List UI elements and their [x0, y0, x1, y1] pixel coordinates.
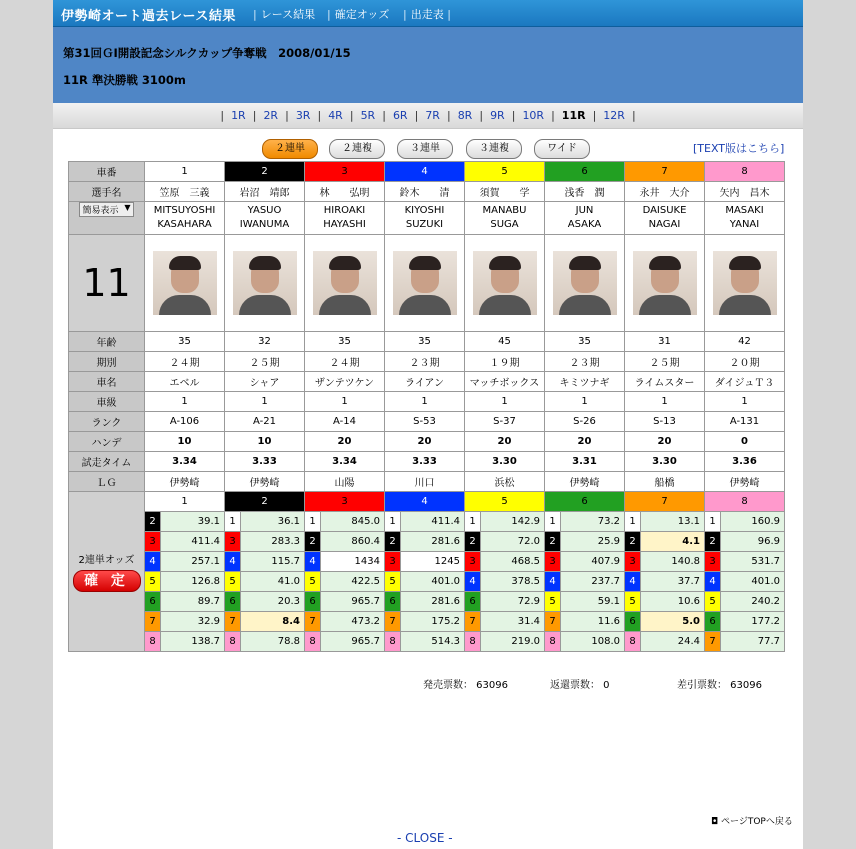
odds-second-car: 3	[145, 532, 161, 551]
romaji-last: NAGAI	[648, 219, 681, 230]
odds-value: 11.6	[561, 612, 624, 631]
odds-first-car: 7	[625, 492, 705, 512]
handi-cell: 10	[145, 432, 225, 452]
rider-photo	[233, 251, 297, 315]
odds-value: 96.9	[721, 532, 784, 551]
race-subtitle: 11R 準決勝戦 3100m	[63, 73, 186, 87]
race-link-3[interactable]: 3R	[295, 109, 311, 122]
odds-first-car: 1	[145, 492, 225, 512]
name-cell: 浅香 潤	[545, 182, 625, 202]
lg-cell: 浜松	[465, 472, 545, 492]
odds-second-car: 7	[385, 612, 401, 631]
odds-value: 59.1	[561, 592, 624, 611]
odds-second-car: 4	[705, 572, 721, 591]
top-bar	[53, 0, 803, 27]
label-term: 期別	[69, 352, 145, 372]
carname-cell: ライアン	[385, 372, 465, 392]
car-number-cell: 7	[625, 162, 705, 182]
romaji-last: IWANUMA	[239, 219, 290, 230]
odds-second-car: 8	[545, 632, 561, 651]
lg-cell: 山陽	[305, 472, 385, 492]
odds-value: 965.7	[321, 632, 384, 651]
kakutei-badge: 確 定	[73, 570, 141, 592]
odds-value: 240.2	[721, 592, 784, 611]
odds-value: 965.7	[321, 592, 384, 611]
odds-value: 31.4	[481, 612, 544, 631]
name-cell: 永井 大介	[625, 182, 705, 202]
odds-value: 257.1	[161, 552, 224, 571]
carname-cell: キミツナギ	[545, 372, 625, 392]
odds-second-car: 1	[385, 512, 401, 531]
lg-cell: 伊勢崎	[545, 472, 625, 492]
race-link-1[interactable]: 1R	[231, 109, 246, 122]
race-link-7[interactable]: 7R	[425, 109, 440, 122]
romaji-last: SUGA	[490, 219, 519, 230]
rank-cell: S-26	[545, 412, 625, 432]
odds-second-car: 3	[225, 532, 241, 551]
age-cell: 45	[465, 332, 545, 352]
odds-second-car: 5	[145, 572, 161, 591]
term-cell: ２５期	[225, 352, 305, 372]
car-number-cell: 1	[145, 162, 225, 182]
rank-cell: S-13	[625, 412, 705, 432]
odds-second-car: 7	[465, 612, 481, 631]
class-cell: 1	[225, 392, 305, 412]
odds-value: 4.1	[641, 532, 704, 551]
odds-value: 531.7	[721, 552, 784, 571]
race-link-9[interactable]: 9R	[490, 109, 505, 122]
handi-cell: 20	[545, 432, 625, 452]
odds-second-car: 6	[305, 592, 321, 611]
handi-cell: 20	[465, 432, 545, 452]
class-cell: 1	[145, 392, 225, 412]
race-link-2[interactable]: 2R	[263, 109, 279, 122]
rider-photo	[393, 251, 457, 315]
rider-photo	[713, 251, 777, 315]
trial-cell: 3.33	[385, 452, 465, 472]
odds-second-car: 5	[305, 572, 321, 591]
trial-cell: 3.34	[305, 452, 385, 472]
age-cell: 31	[625, 332, 705, 352]
rank-cell: A-14	[305, 412, 385, 432]
label-lg: ＬＧ	[69, 472, 145, 492]
odds-value: 108.0	[561, 632, 624, 651]
refund-count: 返還票数： 0	[550, 680, 610, 691]
odds-second-car: 4	[465, 572, 481, 591]
rank-cell: A-21	[225, 412, 305, 432]
odds-value: 89.7	[161, 592, 224, 611]
trial-cell: 3.33	[225, 452, 305, 472]
odds-second-car: 3	[385, 552, 401, 571]
odds-value: 13.1	[641, 512, 704, 531]
odds-value: 10.6	[641, 592, 704, 611]
odds-label: 2連単オッズ 確 定	[69, 492, 145, 652]
odds-value: 142.9	[481, 512, 544, 531]
race-link-5[interactable]: 5R	[360, 109, 376, 122]
romaji-first: DAISUKE	[642, 205, 687, 216]
age-cell: 42	[705, 332, 785, 352]
lg-cell: 船橋	[625, 472, 705, 492]
rider-photo	[153, 251, 217, 315]
romaji-first: KIYOSHI	[404, 205, 445, 216]
lg-cell: 伊勢崎	[145, 472, 225, 492]
odds-first-car: 3	[305, 492, 385, 512]
race-title: 第31回ＧⅠ開設記念シルクカップ争奪戦 2008/01/15	[63, 46, 351, 60]
odds-second-car: 4	[145, 552, 161, 571]
odds-value: 514.3	[401, 632, 464, 651]
label-car: 車番	[69, 162, 145, 182]
tab-wide[interactable]: ワイド	[534, 139, 590, 159]
handi-cell: 0	[705, 432, 785, 452]
odds-value: 411.4	[161, 532, 224, 551]
sales-count: 発売票数： 63096	[423, 680, 508, 691]
odds-second-car: 6	[225, 592, 241, 611]
handi-cell: 20	[625, 432, 705, 452]
odds-second-car: 2	[305, 532, 321, 551]
odds-value: 115.7	[241, 552, 304, 571]
carname-cell: シャア	[225, 372, 305, 392]
age-cell: 32	[225, 332, 305, 352]
odds-value: 860.4	[321, 532, 384, 551]
rank-cell: S-53	[385, 412, 465, 432]
rank-cell: S-37	[465, 412, 545, 432]
rank-cell: A-131	[705, 412, 785, 432]
nav-entry[interactable]: | 出走表 |	[403, 8, 451, 21]
odds-second-car: 2	[465, 532, 481, 551]
odds-value: 41.0	[241, 572, 304, 591]
odds-second-car: 7	[545, 612, 561, 631]
rider-photo	[473, 251, 537, 315]
odds-value: 473.2	[321, 612, 384, 631]
odds-second-car: 2	[145, 512, 161, 531]
trial-cell: 3.30	[625, 452, 705, 472]
age-cell: 35	[385, 332, 465, 352]
romaji-first: MANABU	[482, 205, 527, 216]
odds-second-car: 3	[545, 552, 561, 571]
odds-second-car: 3	[625, 552, 641, 571]
term-cell: ２０期	[705, 352, 785, 372]
odds-value: 407.9	[561, 552, 624, 571]
odds-second-car: 4	[545, 572, 561, 591]
romaji-last: ASAKA	[567, 219, 602, 230]
odds-first-car: 4	[385, 492, 465, 512]
race-number: 11	[69, 235, 145, 332]
page	[53, 0, 803, 849]
odds-second-car: 8	[465, 632, 481, 651]
close-link[interactable]: - CLOSE -	[397, 831, 453, 845]
odds-first-car: 5	[465, 492, 545, 512]
odds-value: 411.4	[401, 512, 464, 531]
carname-cell: ダイジュＴ３	[705, 372, 785, 392]
display-select[interactable]: 簡易表示 ▼	[79, 202, 133, 217]
odds-value: 73.2	[561, 512, 624, 531]
rider-photo	[633, 251, 697, 315]
odds-second-car: 4	[305, 552, 321, 571]
odds-second-car: 4	[225, 552, 241, 571]
odds-value: 160.9	[721, 512, 784, 531]
odds-second-car: 7	[705, 632, 721, 651]
odds-value: 468.5	[481, 552, 544, 571]
odds-second-car: 5	[385, 572, 401, 591]
class-cell: 1	[305, 392, 385, 412]
label-class: 車級	[69, 392, 145, 412]
term-cell: ２４期	[305, 352, 385, 372]
odds-second-car: 1	[545, 512, 561, 531]
age-cell: 35	[305, 332, 385, 352]
odds-value: 25.9	[561, 532, 624, 551]
odds-value: 72.0	[481, 532, 544, 551]
odds-value: 8.4	[241, 612, 304, 631]
odds-second-car: 7	[305, 612, 321, 631]
tab-3rentan[interactable]: ３連単	[397, 139, 453, 159]
class-cell: 1	[705, 392, 785, 412]
odds-value: 72.9	[481, 592, 544, 611]
race-link-10[interactable]: 10R	[522, 109, 545, 122]
name-cell: 林 弘明	[305, 182, 385, 202]
odds-first-car: 6	[545, 492, 625, 512]
page-top-link[interactable]: ◘ ページTOPへ戻る	[711, 817, 793, 827]
odds-second-car: 3	[465, 552, 481, 571]
odds-second-car: 2	[625, 532, 641, 551]
rider-photo	[553, 251, 617, 315]
odds-value: 77.7	[721, 632, 784, 651]
age-cell: 35	[145, 332, 225, 352]
odds-first-car: 8	[705, 492, 785, 512]
trial-cell: 3.34	[145, 452, 225, 472]
car-number-cell: 3	[305, 162, 385, 182]
odds-value: 845.0	[321, 512, 384, 531]
odds-second-car: 5	[545, 592, 561, 611]
arrow-up-icon: ◘	[711, 817, 719, 827]
odds-second-car: 4	[625, 572, 641, 591]
class-cell: 1	[625, 392, 705, 412]
odds-value: 175.2	[401, 612, 464, 631]
romaji-first: MITSUYOSHI	[153, 205, 216, 216]
odds-value: 78.8	[241, 632, 304, 651]
race-link-12[interactable]: 12R	[603, 109, 625, 122]
race-link-4[interactable]: 4R	[328, 109, 343, 122]
odds-second-car: 7	[145, 612, 161, 631]
romaji-last: HAYASHI	[323, 219, 366, 230]
odds-first-car: 2	[225, 492, 305, 512]
odds-value: 39.1	[161, 512, 224, 531]
odds-second-car: 6	[145, 592, 161, 611]
label-handi: ハンデ	[69, 432, 145, 452]
odds-second-car: 5	[625, 592, 641, 611]
race-link-11[interactable]: 11R	[561, 109, 586, 122]
odds-second-car: 6	[705, 612, 721, 631]
car-number-cell: 8	[705, 162, 785, 182]
trial-cell: 3.31	[545, 452, 625, 472]
name-cell: 須賀 学	[465, 182, 545, 202]
label-name: 選手名	[69, 182, 145, 202]
romaji-last: SUZUKI	[405, 219, 444, 230]
race-number-nav: | 1R | 2R | 3R | 4R | 5R | 6R | 7R | 8R | 9R | 10R | 11R | 12R |	[53, 103, 803, 129]
race-link-6[interactable]: 6R	[392, 109, 408, 122]
trial-cell: 3.36	[705, 452, 785, 472]
odds-second-car: 1	[625, 512, 641, 531]
name-cell: 岩沼 靖郎	[225, 182, 305, 202]
odds-second-car: 3	[705, 552, 721, 571]
car-number-cell: 2	[225, 162, 305, 182]
odds-value: 126.8	[161, 572, 224, 591]
term-cell: ２４期	[145, 352, 225, 372]
odds-second-car: 6	[625, 612, 641, 631]
lg-cell: 伊勢崎	[225, 472, 305, 492]
term-cell: ２３期	[385, 352, 465, 372]
odds-value: 20.3	[241, 592, 304, 611]
odds-value: 140.8	[641, 552, 704, 571]
odds-second-car: 8	[385, 632, 401, 651]
label-trial: 試走タイム	[69, 452, 145, 472]
odds-value: 36.1	[241, 512, 304, 531]
odds-second-car: 1	[225, 512, 241, 531]
odds-second-car: 2	[545, 532, 561, 551]
nav-odds[interactable]: | 確定オッズ	[327, 8, 390, 21]
odds-value: 5.0	[641, 612, 704, 631]
race-link-8[interactable]: 8R	[457, 109, 473, 122]
handi-cell: 20	[305, 432, 385, 452]
age-cell: 35	[545, 332, 625, 352]
romaji-first: HIROAKI	[323, 205, 366, 216]
term-cell: ２５期	[625, 352, 705, 372]
odds-second-car: 1	[305, 512, 321, 531]
car-number-cell: 6	[545, 162, 625, 182]
odds-value: 32.9	[161, 612, 224, 631]
odds-value: 401.0	[721, 572, 784, 591]
tab-2renpuku[interactable]: ２連複	[329, 139, 385, 159]
odds-value: 1434	[354, 556, 380, 567]
odds-second-car: 6	[465, 592, 481, 611]
odds-value: 177.2	[721, 612, 784, 631]
rank-cell: A-106	[145, 412, 225, 432]
romaji-first: YASUO	[247, 205, 282, 216]
tab-3renpuku[interactable]: ３連複	[466, 139, 522, 159]
label-rank: ランク	[69, 412, 145, 432]
odds-value: 1245	[434, 556, 460, 567]
carname-cell: エベル	[145, 372, 225, 392]
odds-second-car: 2	[385, 532, 401, 551]
carname-cell: マッチボックス	[465, 372, 545, 392]
odds-value: 401.0	[401, 572, 464, 591]
odds-second-car: 5	[705, 592, 721, 611]
odds-value: 138.7	[161, 632, 224, 651]
romaji-last: KASAHARA	[157, 219, 212, 230]
romaji-first: MASAKI	[725, 205, 764, 216]
name-cell: 笠原 三義	[145, 182, 225, 202]
romaji-last: YANAI	[729, 219, 760, 230]
odds-second-car: 2	[705, 532, 721, 551]
handi-cell: 10	[225, 432, 305, 452]
text-version-link[interactable]: [TEXT版はこちら]	[693, 142, 785, 155]
race-table	[68, 161, 785, 652]
odds-value: 283.3	[241, 532, 304, 551]
lg-cell: 伊勢崎	[705, 472, 785, 492]
trial-cell: 3.30	[465, 452, 545, 472]
odds-value: 24.4	[641, 632, 704, 651]
car-number-cell: 5	[465, 162, 545, 182]
odds-second-car: 1	[465, 512, 481, 531]
lg-cell: 川口	[385, 472, 465, 492]
site-title: 伊勢崎オート過去レース結果	[61, 9, 236, 24]
odds-value: 237.7	[561, 572, 624, 591]
romaji-first: JUN	[575, 205, 594, 216]
odds-second-car: 8	[145, 632, 161, 651]
odds-value: 37.7	[641, 572, 704, 591]
odds-second-car: 8	[625, 632, 641, 651]
odds-second-car: 7	[225, 612, 241, 631]
odds-second-car: 8	[225, 632, 241, 651]
nav-race-result[interactable]: | レース結果	[253, 8, 316, 21]
term-cell: １９期	[465, 352, 545, 372]
carname-cell: ザンテツケン	[305, 372, 385, 392]
name-cell: 鈴木 清	[385, 182, 465, 202]
carname-cell: ライムスター	[625, 372, 705, 392]
odds-value: 281.6	[401, 592, 464, 611]
name-cell: 矢内 昌木	[705, 182, 785, 202]
label-carname: 車名	[69, 372, 145, 392]
odds-value: 422.5	[321, 572, 384, 591]
odds-second-car: 5	[225, 572, 241, 591]
odds-second-car: 1	[705, 512, 721, 531]
handi-cell: 20	[385, 432, 465, 452]
odds-second-car: 6	[385, 592, 401, 611]
odds-value: 378.5	[481, 572, 544, 591]
rider-photo	[313, 251, 377, 315]
label-age: 年齢	[69, 332, 145, 352]
class-cell: 1	[385, 392, 465, 412]
car-number-cell: 4	[385, 162, 465, 182]
race-header	[53, 27, 803, 103]
class-cell: 1	[545, 392, 625, 412]
net-count: 差引票数： 63096	[677, 680, 762, 691]
term-cell: ２３期	[545, 352, 625, 372]
odds-value: 281.6	[401, 532, 464, 551]
odds-value: 219.0	[481, 632, 544, 651]
tab-2rentan[interactable]: ２連単	[262, 139, 318, 159]
odds-second-car: 8	[305, 632, 321, 651]
class-cell: 1	[465, 392, 545, 412]
